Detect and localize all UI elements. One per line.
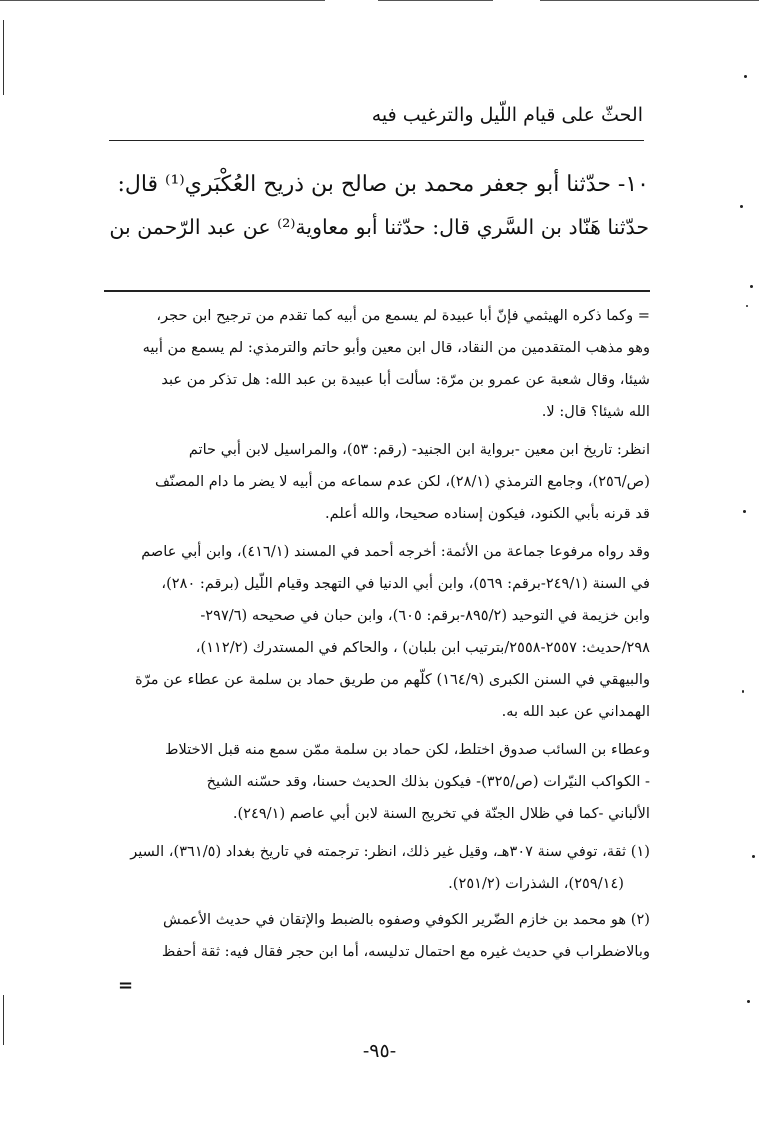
footnote-1-cont: (٢٥٩/١٤)، الشذرات (٢٥١/٢).	[448, 875, 624, 892]
footnote-line: في السنة (٢٤٩/١-برقم: ٥٦٩)، وابن أبي الدنيا في التهجد وقيام اللّيل (برقم: ٢٨٠)،	[161, 575, 650, 592]
footnote-line: = وكما ذكره الهيثمي فإنّ أبا عبيدة لم يسمع من أبيه كما تقدم من ترجيح ابن حجر،	[156, 307, 650, 324]
footnote-line: قد قرنه بأبي الكنود، فيكون إسناده صحيحا، والله أعلم.	[324, 505, 650, 522]
footnote-line: شيئا، وقال شعبة عن عمرو بن مرّة: سألت أبا عبيدة بن عبد الله: هل تذكر من عبد	[161, 371, 650, 388]
footnote-separator	[104, 290, 650, 292]
footnote-1: (١) ثقة، توفي سنة ٣٠٧هـ، وقيل غير ذلك، انظر: ترجمته في تاريخ بغداد (٣٦١/٥)، السير	[130, 843, 650, 860]
footnote-line: وعطاء بن السائب صدوق اختلط، لكن حماد بن سلمة ممّن سمع منه قبل الاختلاط	[165, 741, 650, 758]
hadith-line-2: حدّثنا هَنّاد بن السَّري قال: حدّثنا أبو معاوية⁽²⁾ عن عبد الرّحمن بن	[109, 215, 649, 239]
scan-speck	[747, 1000, 750, 1003]
footnote-line: الألباني -كما في ظلال الجنّة في تخريج السنة لابن أبي عاصم (٢٤٩/١).	[232, 805, 650, 822]
left-scan-edge	[3, 20, 4, 95]
scan-speck	[743, 510, 746, 513]
footnote-line: وهو مذهب المتقدمين من النقاد، قال ابن معين وأبو حاتم والترمذي: لم يسمع من أبيه	[142, 339, 650, 356]
scan-speck	[752, 855, 755, 858]
scan-speck	[744, 75, 747, 78]
top-scan-border	[0, 0, 759, 2]
footnote-line: الهمداني عن عبد الله به.	[501, 703, 650, 720]
footnote-line: الله شيئا؟ قال: لا.	[541, 403, 650, 420]
scan-speck	[750, 285, 753, 288]
continuation-mark: =	[118, 975, 134, 996]
footnote-line: والبيهقي في السنن الكبرى (١٦٤/٩) كلّهم من طريق حماد بن سلمة عن عطاء عن مرّة	[135, 671, 650, 688]
footnote-2: (٢) هو محمد بن خازم الضّرير الكوفي وصفوه بالضبط والإتقان في حديث الأعمش	[162, 911, 650, 928]
scan-speck	[740, 205, 743, 208]
scan-speck	[742, 690, 744, 693]
footnote-line: (ص/٢٥٦)، وجامع الترمذي (٢٨/١)، لكن عدم سماعه من أبيه لا يضر ما دام المصنّف	[155, 473, 650, 490]
scan-speck	[746, 305, 748, 307]
hadith-line-1: ١٠- حدّثنا أبو جعفر محمد بن صالح بن ذريح العُكْبَري⁽¹⁾ قال:	[117, 172, 649, 197]
footnote-line: ٢٩٨/حديث: ٢٥٥٧-٢٥٥٨/بترتيب ابن بلبان) ، والحاكم في المستدرك (١١٢/٢)،	[195, 639, 650, 656]
left-scan-edge-lower	[3, 995, 4, 1045]
footnote-line: وقد رواه مرفوعا جماعة من الأئمة: أخرجه أحمد في المسند (٤١٦/١)، وابن أبي عاصم	[141, 543, 650, 560]
footnote-line: - الكواكب النيّرات (ص/٣٢٥)- فيكون بذلك الحديث حسنا، وقد حسّنه الشيخ	[206, 773, 650, 790]
footnote-2-cont: وبالاضطراب في حديث غيره مع احتمال تدليسه، أما ابن حجر فقال فيه: ثقة أحفظ	[161, 943, 650, 960]
footnote-line: انظر: تاريخ ابن معين -برواية ابن الجنيد- (رقم: ٥٣)، والمراسيل لابن أبي حاتم	[188, 441, 650, 458]
running-header: الحثّ على قيام اللّيل والترغيب فيه	[371, 104, 643, 126]
footnote-line: وابن خزيمة في التوحيد (٨٩٥/٢-برقم: ٦٠٥)، وابن حبان في صحيحه (٢٩٧/٦-	[200, 607, 650, 624]
page-number: -٩٥-	[362, 1040, 397, 1062]
header-rule	[109, 140, 644, 141]
